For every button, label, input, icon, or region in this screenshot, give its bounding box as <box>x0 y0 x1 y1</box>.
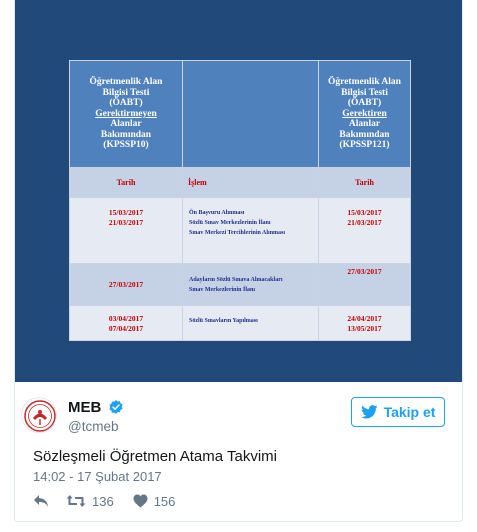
header-left-line: Bilgisi Testi <box>102 87 150 98</box>
like-count: 156 <box>153 493 176 509</box>
header-left-line: Gerektirmeyen <box>95 108 157 119</box>
col-date-label: Tarih <box>70 168 183 198</box>
tweet-card <box>14 0 463 522</box>
row-date-right <box>319 306 411 341</box>
twitter-bird-icon <box>361 405 378 419</box>
date-text: 21/03/2017 <box>108 218 144 227</box>
col-date-right-label: Tarih <box>319 168 411 198</box>
row-date-right <box>319 264 411 306</box>
header-right-cell <box>319 61 411 168</box>
table-header-row <box>70 61 411 168</box>
op-text: Sınav Merkezlerinin İlanı <box>189 286 255 293</box>
avatar[interactable] <box>21 397 57 433</box>
header-right-line: (ÖABT) <box>347 98 382 109</box>
op-text: Sınav Merkezi Tercihlerinin Alınması <box>189 230 286 236</box>
row-date-left <box>70 306 183 341</box>
header-left-line: (ÖABT) <box>109 98 143 109</box>
retweet-icon <box>66 494 86 508</box>
date-text: 15/03/2017 <box>108 208 144 217</box>
follow-button[interactable] <box>351 397 445 427</box>
date-text: 07/04/2017 <box>108 324 144 333</box>
date-text: 15/03/2017 <box>347 208 382 217</box>
tweet-media-image[interactable] <box>15 0 462 382</box>
author-handle[interactable]: @tcmeb <box>68 419 119 434</box>
op-text: Sözlü Sınavların Yapılması <box>189 318 258 324</box>
header-left-line: Öğretmenlik Alan <box>89 77 163 88</box>
tweet-actions <box>33 492 175 510</box>
header-right-line: Bakımından <box>339 129 390 140</box>
col-op-label: İşlem <box>183 168 319 198</box>
header-right-line: Öğretmenlik Alan <box>328 77 401 88</box>
date-text: 24/04/2017 <box>347 314 382 323</box>
retweet-count: 136 <box>92 493 114 509</box>
header-left-line: Alanlar <box>110 119 142 130</box>
header-mid-cell <box>183 61 319 168</box>
header-left-cell <box>70 61 183 168</box>
row-operation <box>183 264 319 306</box>
header-left-line: Bakımından <box>100 129 152 140</box>
reply-button[interactable] <box>33 494 49 508</box>
date-text: 13/05/2017 <box>347 324 382 333</box>
op-text: Adayların Sözlü Sınava Alınacakları <box>189 276 283 283</box>
date-text: 27/03/2017 <box>108 279 144 289</box>
follow-label: Takip et <box>383 404 436 420</box>
header-left-line: (KPSSP10) <box>103 140 149 151</box>
header-right-line: Bilgisi Testi <box>341 87 388 98</box>
table-row <box>70 198 411 264</box>
table-row <box>70 264 411 306</box>
retweet-button[interactable] <box>66 494 114 509</box>
heart-icon <box>133 494 148 508</box>
row-operation <box>183 198 319 264</box>
date-text: 21/03/2017 <box>347 218 382 227</box>
row-date-right <box>319 198 411 264</box>
verified-badge-icon <box>108 399 124 415</box>
op-text: Sözlü Sınav Merkezlerinin İlanı <box>189 220 271 226</box>
row-operation <box>183 306 319 341</box>
header-right-line: Gerektiren <box>342 108 387 119</box>
table-row <box>70 306 411 341</box>
date-text: 27/03/2017 <box>347 267 382 276</box>
table-subheader-row <box>70 168 411 198</box>
author-name[interactable]: MEB <box>68 399 102 416</box>
like-button[interactable] <box>133 494 176 509</box>
tweet-timestamp[interactable]: 14:02 - 17 Şubat 2017 <box>33 469 162 484</box>
date-text: 03/04/2017 <box>108 314 144 323</box>
header-right-line: (KPSSP121) <box>339 140 390 151</box>
op-text: Ön Başvuru Alınması <box>189 210 245 216</box>
schedule-table <box>69 60 411 341</box>
row-date-left <box>70 264 183 306</box>
row-date-left <box>70 198 183 264</box>
tweet-text: Sözleşmeli Öğretmen Atama Takvimi <box>33 448 277 465</box>
header-right-line: Alanlar <box>348 119 381 130</box>
reply-icon <box>33 494 49 508</box>
